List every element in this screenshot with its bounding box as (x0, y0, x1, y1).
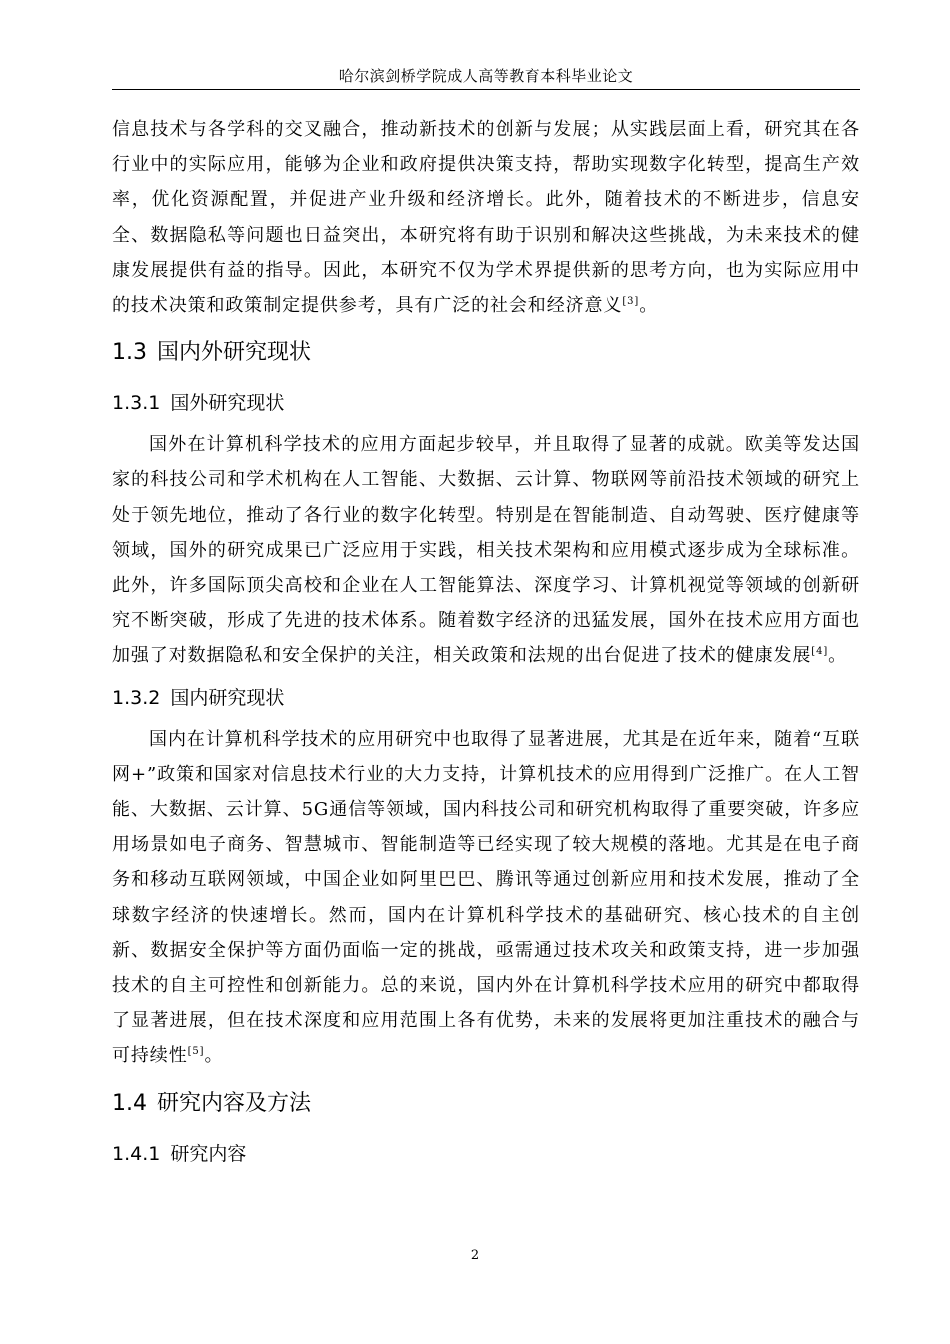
subsection-number: 1.4.1 (112, 1142, 161, 1165)
section-number: 1.3 (112, 340, 147, 366)
intro-text: 信息技术与各学科的交叉融合，推动新技术的创新与发展；从实践层面上看，研究其在各行业中的实际应用，能够为企业和政府提供决策支持，帮助实现数字化转型，提高生产效率，优化资源配置，并促进产业升级和经济增长。此外，随着技术的不断进步，信息安全、数据隐私等问题也日益突出，本研究将有助于识别和解决这些挑战，为未来技术的健康发展提供有益的指导。因此，本研究不仅为学术界提供新的思考方向，也为实际应用中的技术决策和政策制定提供参考，具有广泛的社会和经济意义 (112, 119, 860, 317)
subsection-title: 国外研究现状 (170, 392, 285, 415)
foreign-research-end: 。 (828, 645, 848, 667)
page-number: 2 (470, 1248, 480, 1263)
intro-paragraph (112, 112, 860, 323)
section-title: 国内外研究现状 (157, 340, 312, 366)
citation-5: [5] (187, 1046, 205, 1058)
section-title: 研究内容及方法 (157, 1090, 312, 1116)
subsection-number: 1.3.1 (112, 392, 161, 415)
foreign-research-text: 国外在计算机科学技术的应用方面起步较早，并且取得了显著的成就。欧美等发达国家的科技公司和学术机构在人工智能、大数据、云计算、物联网等前沿技术领域的研究上处于领先地位，推动了各行业的数字化转型。特别是在智能制造、自动驾驶、医疗健康等领域，国外的研究成果已广泛应用于实践，相关技术架构和应用模式逐步成为全球标准。此外，许多国际顶尖高校和企业在人工智能算法、深度学习、计算机视觉等领域的创新研究不断突破，形成了先进的技术体系。随着数字经济的迅猛发展，国外在技术应用方面也加强了对数据隐私和安全保护的关注，相关政策和法规的出台促进了技术的健康发展 (112, 434, 860, 667)
subsection-heading-1-4-1 (112, 1130, 860, 1178)
subsection-heading-1-3-1 (112, 379, 860, 427)
subsection-title: 研究内容 (170, 1142, 247, 1165)
section-number: 1.4 (112, 1090, 147, 1116)
domestic-research-end: 。 (204, 1045, 224, 1067)
running-header: 哈尔滨剑桥学院成人高等教育本科毕业论文 (338, 67, 634, 85)
section-heading-1-4 (112, 1078, 860, 1130)
subsection-title: 国内研究现状 (170, 686, 285, 709)
section-heading-1-3 (112, 327, 860, 379)
citation-3: [3] (622, 296, 640, 308)
citation-4: [4] (811, 646, 829, 658)
page-body (112, 112, 860, 1178)
subsection-number: 1.3.2 (112, 686, 161, 709)
foreign-research-paragraph (112, 427, 860, 673)
intro-end: 。 (639, 295, 659, 317)
domestic-research-paragraph (112, 722, 860, 1074)
header-divider (112, 89, 860, 90)
subsection-heading-1-3-2 (112, 674, 860, 722)
domestic-research-text: 国内在计算机科学技术的应用研究中也取得了显著进展，尤其是在近年来，随着“互联网+”政策和国家对信息技术行业的大力支持，计算机技术的应用得到广泛推广。在人工智能、大数据、云计算、5G通信等领域，国内科技公司和研究机构取得了重要突破，许多应用场景如电子商务、智慧城市、智能制造等已经实现了较大规模的落地。尤其是在电子商务和移动互联网领域，中国企业如阿里巴巴、腾讯等通过创新应用和技术发展，推动了全球数字经济的快速增长。然而，国内在计算机科学技术的基础研究、核心技术的自主创新、数据安全保护等方面仍面临一定的挑战，亟需通过技术攻关和政策支持，进一步加强技术的自主可控性和创新能力。总的来说，国内外在计算机科学技术应用的研究中都取得了显著进展，但在技术深度和应用范围上各有优势，未来的发展将更加注重技术的融合与可持续性 (112, 728, 860, 1067)
